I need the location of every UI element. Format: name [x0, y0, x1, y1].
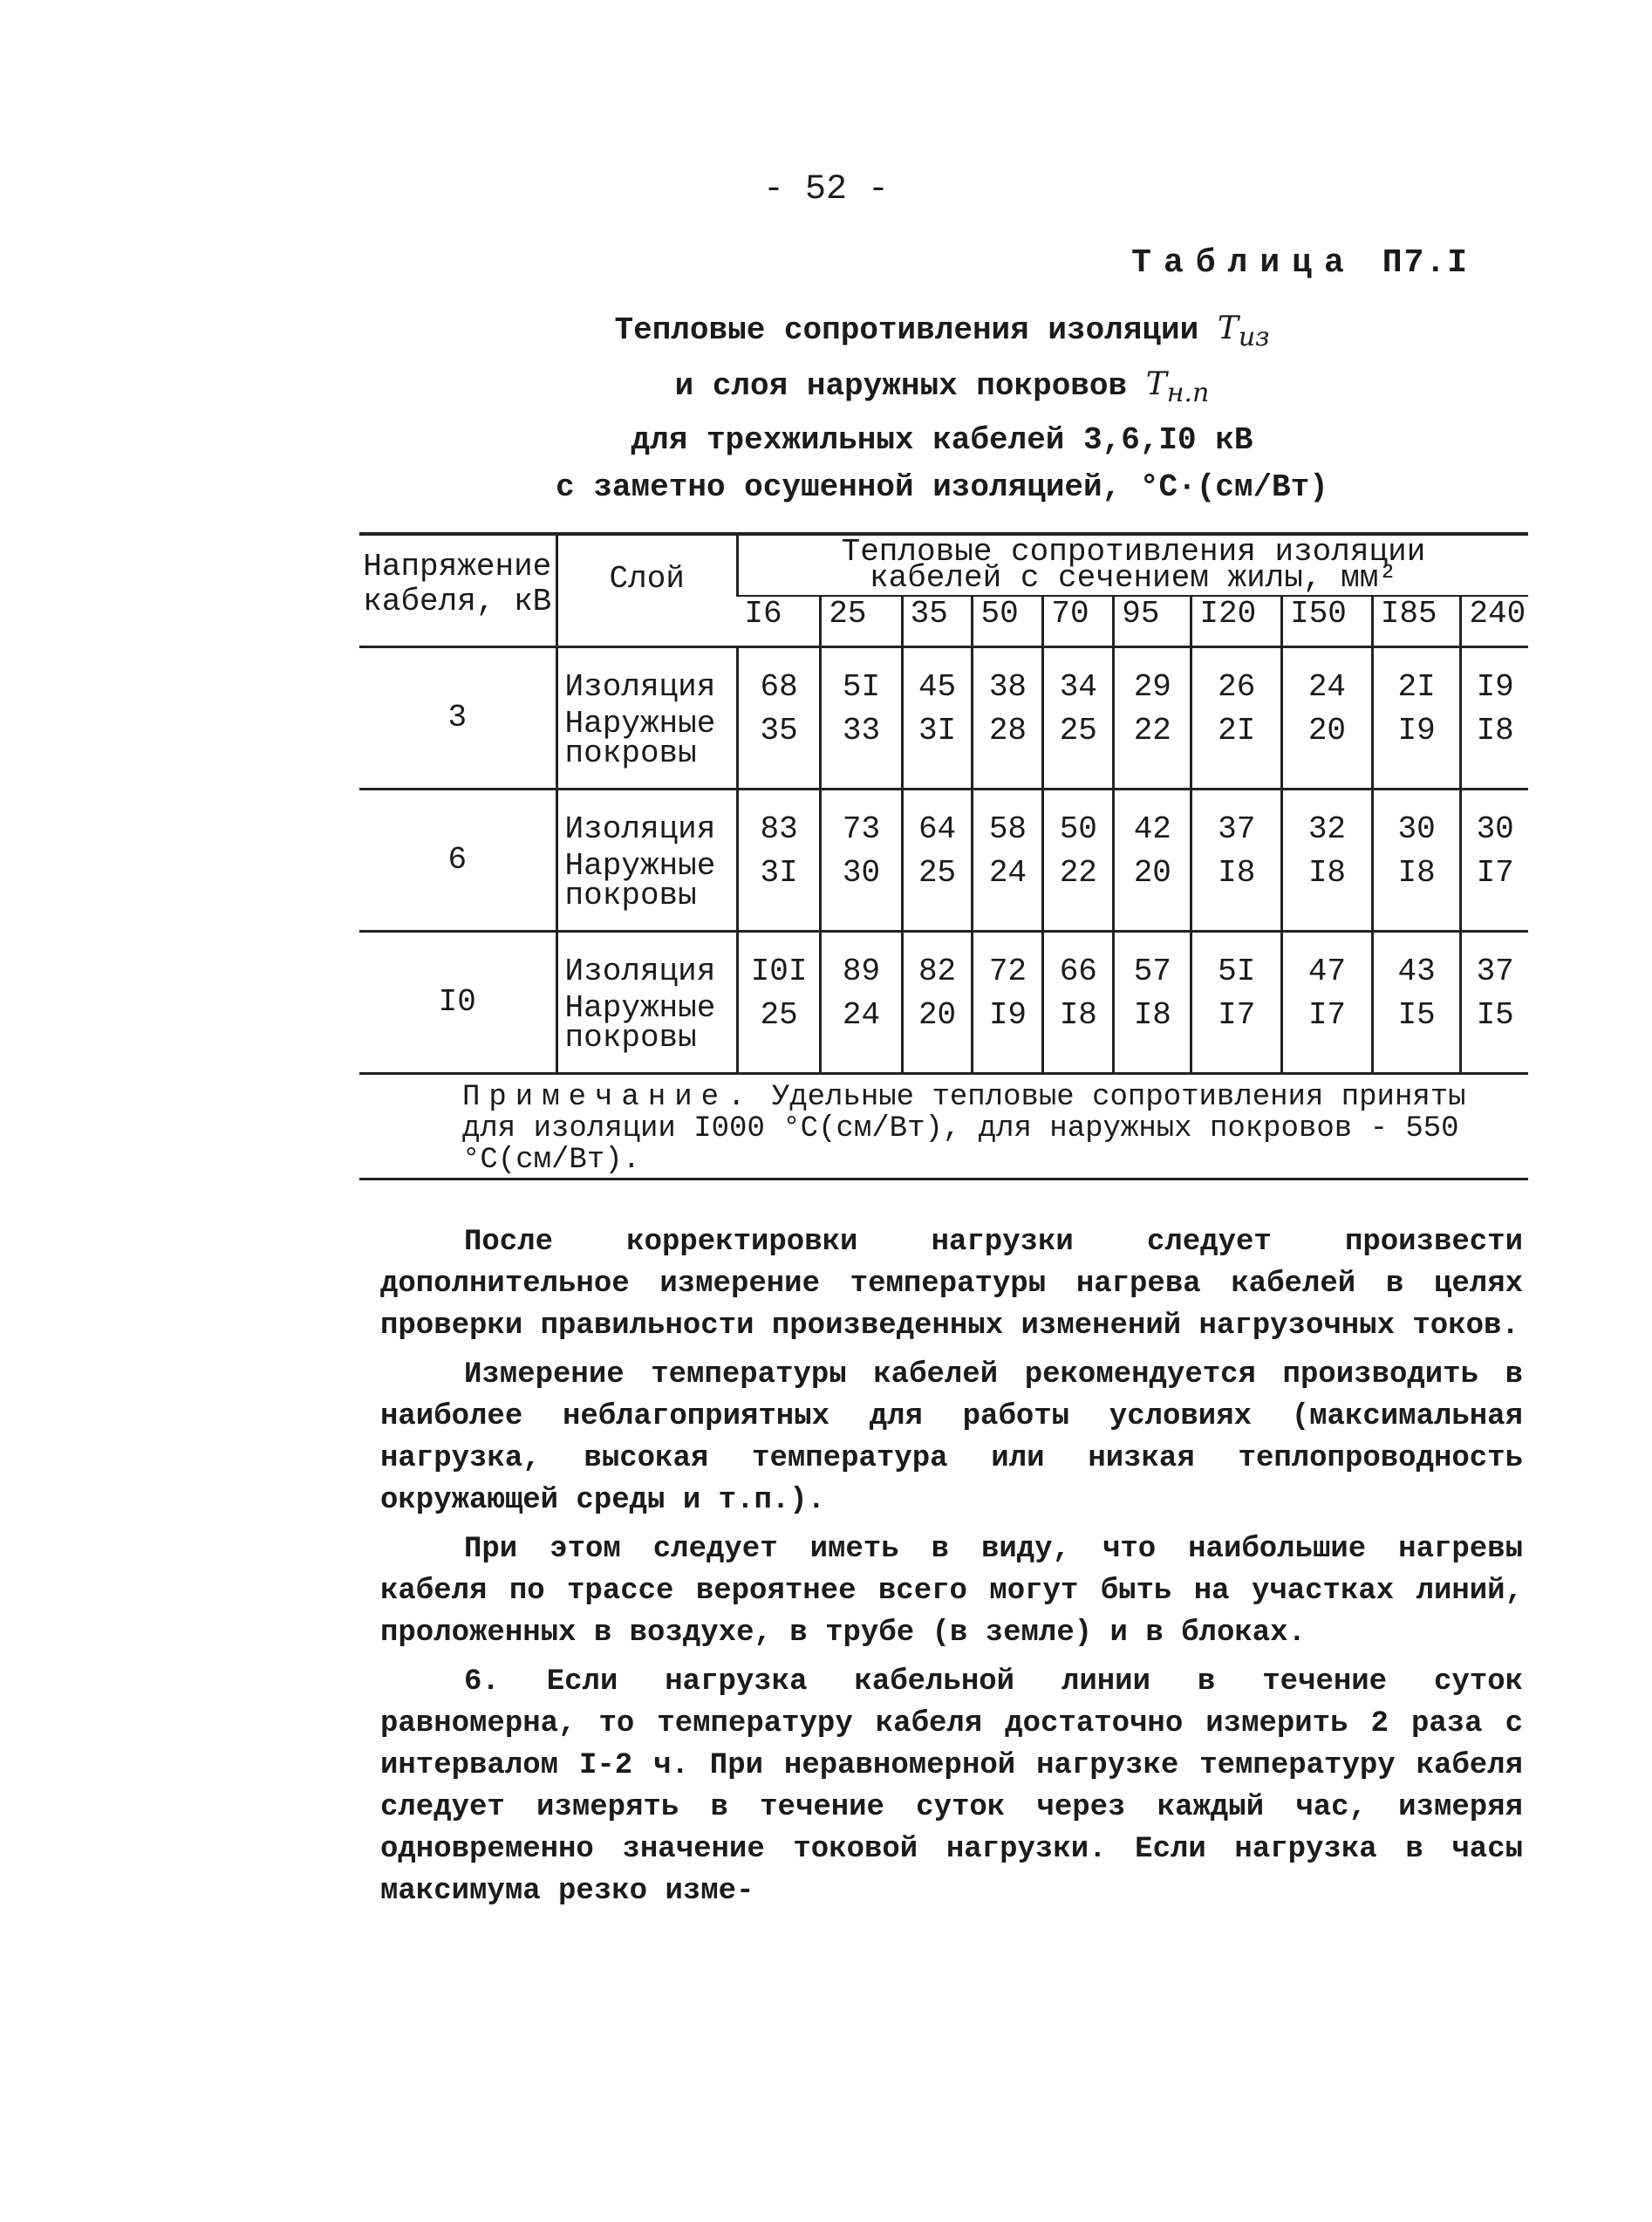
value-cell: [737, 932, 820, 1074]
value-cell: [1191, 790, 1282, 932]
insulation-value: 64: [918, 811, 957, 847]
value-cell: [1461, 647, 1528, 790]
insulation-value: 29: [1133, 669, 1171, 705]
outer-cover-value: 25: [760, 997, 798, 1033]
value-cell: [1114, 790, 1191, 932]
outer-cover-value: 3I: [760, 855, 798, 891]
value-cell: [1372, 932, 1461, 1074]
value-cell: [973, 647, 1043, 790]
insulation-value: 5I: [842, 669, 881, 705]
outer-cover-value: 25: [918, 855, 957, 891]
value-cell: [821, 932, 902, 1074]
value-cell: [1114, 932, 1191, 1074]
outer-cover-value: 3I: [918, 713, 957, 749]
table-number: П7.I: [1382, 244, 1469, 282]
outer-cover-value: 20: [1133, 855, 1171, 891]
insulation-value: 72: [988, 954, 1027, 989]
section-header: 70: [1043, 596, 1114, 647]
outer-cover-value: 28: [988, 713, 1027, 749]
value-cell: [902, 790, 973, 932]
paragraph: При этом следует иметь в виду, что наибольшие нагревы кабеля по трассе вероятнее всего могут быть на участках линий, проложенных в воздухе, в трубе (в земле) и в блоках.: [380, 1533, 1523, 1650]
insulation-value: 89: [842, 954, 881, 989]
insulation-value: 32: [1307, 811, 1347, 847]
outer-cover-value: I8: [1059, 997, 1097, 1033]
insulation-value: 57: [1133, 954, 1171, 989]
insulation-value: 68: [760, 669, 798, 705]
value-cell: [1461, 790, 1528, 932]
value-cell: [1191, 932, 1282, 1074]
value-cell: [1043, 647, 1114, 790]
insulation-value: 58: [988, 811, 1027, 847]
insulation-value: 82: [918, 954, 957, 989]
insulation-value: 43: [1397, 954, 1436, 989]
value-cell: [973, 932, 1043, 1074]
insulation-value: 73: [842, 811, 881, 847]
value-cell: [1282, 932, 1373, 1074]
value-cell: [1114, 647, 1191, 790]
caption-line-3: для трехжильных кабелей 3,6,I0 кВ: [631, 422, 1253, 459]
insulation-value: 2I: [1397, 669, 1436, 705]
outer-cover-value: 22: [1059, 855, 1097, 891]
outer-cover-value: I8: [1307, 855, 1347, 891]
layer-insulation: Изоляция: [564, 811, 716, 847]
section-header: I20: [1191, 596, 1282, 647]
paragraph: Измерение температуры кабелей рекомендуется производить в наиболее неблагоприятных для работы условиях (максимальная нагрузка, высокая температура или низкая теплопроводность окружающей среды и т.п.).: [380, 1358, 1523, 1517]
outer-cover-value: I8: [1476, 713, 1514, 749]
insulation-value: 83: [760, 811, 798, 847]
insulation-value: 45: [918, 669, 957, 705]
insulation-value: 66: [1059, 954, 1097, 989]
insulation-value: 30: [1476, 811, 1514, 847]
layer-cell: [556, 790, 737, 932]
table-label: [1131, 244, 1469, 282]
insulation-value: 38: [988, 669, 1027, 705]
outer-cover-value: I5: [1476, 997, 1514, 1033]
caption-line-1: Тепловые сопротивления изоляции $T_{из}$: [614, 311, 1270, 353]
table-caption: [488, 305, 1396, 511]
note-divider: [359, 1178, 1528, 1180]
symbol-t-iz: $T_{из}$: [1217, 311, 1270, 353]
outer-cover-value: 24: [842, 997, 881, 1033]
table-note: [462, 1082, 1535, 1176]
layer-insulation: Изоляция: [564, 669, 716, 705]
section-header: I85: [1372, 596, 1461, 647]
layer-outer-cover: Наружные покровы: [564, 848, 716, 913]
voltage-cell: I0: [359, 932, 556, 1074]
outer-cover-value: I8: [1397, 855, 1436, 891]
outer-cover-value: I8: [1218, 855, 1256, 891]
section-header: 25: [821, 596, 902, 647]
outer-cover-value: 24: [988, 855, 1027, 891]
caption-line-4: с заметно осушенной изоляцией, °С·(см/Вт): [556, 469, 1328, 506]
insulation-value: 34: [1059, 669, 1097, 705]
insulation-value: 24: [1307, 669, 1347, 705]
value-cell: [902, 647, 973, 790]
layer-outer-cover: Наружные покровы: [564, 990, 716, 1056]
outer-cover-value: I9: [1397, 713, 1436, 749]
paragraph: 6. Если нагрузка кабельной линии в течение суток равномерна, то температуру кабеля достаточно измерить 2 раза с интервалом I-2 ч. При неравномерной нагрузке температуру кабеля следует измерять в течение суток через каждый час, измеряя одновременно значение токовой нагрузки. Если нагрузка в часы максимума резко изме-: [380, 1665, 1523, 1908]
value-cell: [902, 932, 973, 1074]
section-header: I50: [1282, 596, 1373, 647]
outer-cover-value: 2I: [1218, 713, 1256, 749]
insulation-value: 47: [1307, 954, 1347, 989]
page-number: - 52 -: [762, 170, 890, 209]
header-voltage: Напряжение кабеля, кВ: [359, 534, 556, 647]
table-row: [359, 647, 1528, 790]
outer-cover-value: I9: [988, 997, 1027, 1033]
outer-cover-value: 33: [842, 713, 881, 749]
outer-cover-value: 20: [918, 997, 957, 1033]
paragraph: После корректировки нагрузки следует произвести дополнительное измерение температуры нагрева кабелей в целях проверки правильности произведенных изменений нагрузочных токов.: [380, 1226, 1523, 1343]
caption-line-2: и слоя наружных покровов $T_{н.п}$: [674, 366, 1210, 409]
outer-cover-value: 35: [760, 713, 798, 749]
outer-cover-value: I5: [1397, 997, 1436, 1033]
layer-cell: [556, 932, 737, 1074]
layer-insulation: Изоляция: [564, 954, 716, 989]
value-cell: [737, 647, 820, 790]
section-header: 95: [1114, 596, 1191, 647]
outer-cover-value: I8: [1133, 997, 1171, 1033]
value-cell: [821, 790, 902, 932]
value-cell: [1372, 647, 1461, 790]
value-cell: [737, 790, 820, 932]
outer-cover-value: 20: [1307, 713, 1347, 749]
table-label-word: Таблица: [1131, 244, 1356, 282]
insulation-value: 42: [1133, 811, 1171, 847]
value-cell: [821, 647, 902, 790]
voltage-cell: 3: [359, 647, 556, 790]
table-row: [359, 932, 1528, 1074]
value-cell: [1043, 790, 1114, 932]
insulation-value: 37: [1218, 811, 1256, 847]
insulation-value: 26: [1218, 669, 1256, 705]
value-cell: [1282, 647, 1373, 790]
insulation-value: I9: [1476, 669, 1514, 705]
section-header: 240: [1461, 596, 1528, 647]
layer-cell: [556, 647, 737, 790]
value-cell: [1372, 790, 1461, 932]
table-row: [359, 790, 1528, 932]
insulation-value: 37: [1476, 954, 1514, 989]
value-cell: [1191, 647, 1282, 790]
section-header: 50: [973, 596, 1043, 647]
value-cell: [973, 790, 1043, 932]
outer-cover-value: I7: [1307, 997, 1347, 1033]
thermal-resistance-table: [359, 532, 1528, 1075]
header-layer: Слой: [556, 534, 737, 647]
header-group: Тепловые сопротивления изоляции кабелей с сечением жилы, мм²: [737, 534, 1528, 596]
outer-cover-value: I7: [1218, 997, 1256, 1033]
note-label: Примечание.: [462, 1081, 754, 1114]
section-header: I6: [737, 596, 820, 647]
layer-outer-cover: Наружные покровы: [564, 706, 716, 771]
insulation-value: 50: [1059, 811, 1097, 847]
section-header: 35: [902, 596, 973, 647]
voltage-cell: 6: [359, 790, 556, 932]
outer-cover-value: 25: [1059, 713, 1097, 749]
body-text: [380, 1221, 1523, 1919]
symbol-t-np: $T_{н.п}$: [1145, 366, 1210, 409]
outer-cover-value: 22: [1133, 713, 1171, 749]
insulation-value: I0I: [750, 954, 808, 989]
note-text: Удельные тепловые сопротивления приняты для изоляции I000 °С(см/Вт), для наружных покровов - 550 °С(см/Вт).: [462, 1081, 1466, 1177]
outer-cover-value: 30: [842, 855, 881, 891]
value-cell: [1043, 932, 1114, 1074]
value-cell: [1461, 932, 1528, 1074]
value-cell: [1282, 790, 1373, 932]
insulation-value: 5I: [1218, 954, 1256, 989]
insulation-value: 30: [1397, 811, 1436, 847]
outer-cover-value: I7: [1476, 855, 1514, 891]
